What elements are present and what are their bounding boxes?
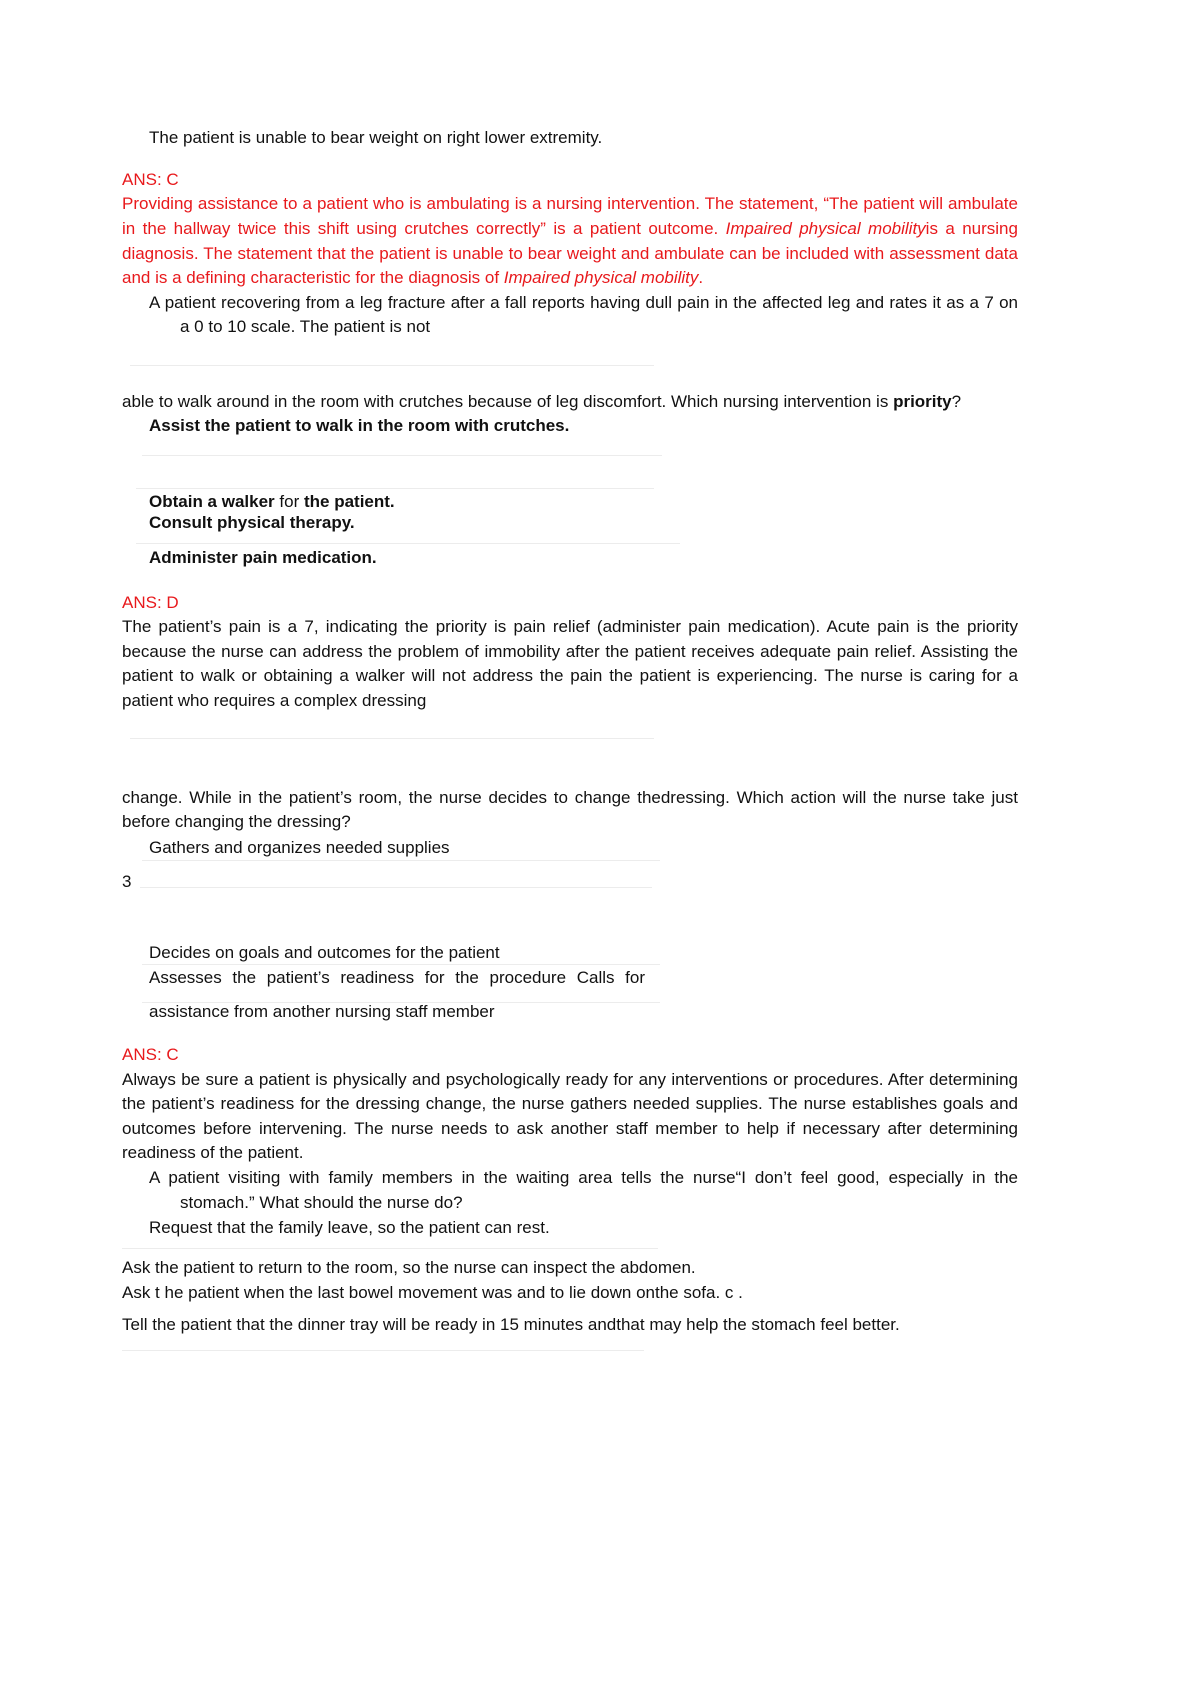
- option-d: assistance from another nursing staff member: [149, 1002, 495, 1021]
- divider: [122, 1350, 644, 1351]
- option-b: Decides on goals and outcomes for the patient: [149, 943, 500, 962]
- divider: [142, 860, 660, 861]
- rationale-line: The patient’s pain is a 7, indicating the priority is pain relief (administer pain medication). Acute pain is the priority: [122, 617, 1018, 636]
- answer-key: ANS: C: [122, 170, 179, 189]
- option-a: Assist the patient to walk in the room with crutches.: [149, 416, 570, 435]
- rationale-line: diagnosis. The statement that the patient is unable to bear weight and ambulate can be included with assessment data: [122, 244, 1018, 263]
- divider: [142, 964, 660, 965]
- rationale-line: outcomes before intervening. The nurse needs to ask another staff member to help if necessary after determining: [122, 1119, 1018, 1138]
- rationale-line: patient to walk or obtaining a walker will not address the pain the patient is experiencing. The nurse is caring for a: [122, 666, 1018, 685]
- option-c: Ask t he patient when the last bowel movement was and to lie down onthe sofa. c .: [122, 1283, 743, 1302]
- question-text: before changing the dressing?: [122, 812, 351, 831]
- question-text: a 0 to 10 scale. The patient is not: [180, 317, 431, 336]
- option-c: Consult physical therapy.: [149, 513, 355, 532]
- divider: [136, 543, 680, 544]
- divider: [136, 488, 654, 489]
- rationale-line: and is a defining characteristic for the diagnosis of Impaired physical mobility.: [122, 268, 704, 287]
- rationale-line: readiness of the patient.: [122, 1143, 304, 1162]
- option-a: Request that the family leave, so the patient can rest.: [149, 1218, 550, 1237]
- divider: [130, 365, 654, 366]
- answer-key: ANS: C: [122, 1045, 179, 1064]
- option-c: Assesses the patient’s readiness for the procedure Calls for: [149, 968, 645, 987]
- divider: [140, 887, 652, 888]
- option-b: Ask the patient to return to the room, so the nurse can inspect the abdomen.: [122, 1258, 696, 1277]
- answer-key: ANS: D: [122, 593, 179, 612]
- option-b: Obtain a walker for the patient.: [149, 492, 395, 511]
- rationale-line: patient who requires a complex dressing: [122, 691, 427, 710]
- rationale-line: in the hallway twice this shift using crutches correctly” is a patient outcome. Impaired physical mobilityis a nursing: [122, 219, 1018, 238]
- option-text: The patient is unable to bear weight on right lower extremity.: [149, 128, 603, 147]
- option-d: Administer pain medication.: [149, 548, 377, 567]
- rationale-line: the patient’s readiness for the dressing change, the nurse gathers needed supplies. The nurse establishes goals and: [122, 1094, 1018, 1113]
- rationale-line: because the nurse can address the problem of immobility after the patient receives adequate pain relief. Assisting the: [122, 642, 1018, 661]
- divider: [122, 1248, 658, 1249]
- option-a: Gathers and organizes needed supplies: [149, 838, 450, 857]
- question-text: stomach.” What should the nurse do?: [180, 1193, 463, 1212]
- question-text: able to walk around in the room with crutches because of leg discomfort. Which nursing intervention is priority?: [122, 392, 962, 411]
- question-text: A patient recovering from a leg fracture after a fall reports having dull pain in the affected leg and rates it as a 7 on: [149, 293, 1018, 312]
- divider: [142, 455, 662, 456]
- option-d: Tell the patient that the dinner tray will be ready in 15 minutes andthat may help the stomach feel better.: [122, 1315, 900, 1334]
- rationale-line: Always be sure a patient is physically and psychologically ready for any interventions or procedures. After determining: [122, 1070, 1018, 1089]
- question-text: A patient visiting with family members in the waiting area tells the nurse“I don’t feel good, especially in the: [149, 1168, 1018, 1187]
- question-text: change. While in the patient’s room, the nurse decides to change thedressing. Which action will the nurse take just: [122, 788, 1018, 807]
- rationale-line: Providing assistance to a patient who is ambulating is a nursing intervention. The statement, “The patient will ambulate: [122, 194, 1018, 213]
- divider: [130, 738, 654, 739]
- page-number: 3: [122, 872, 132, 891]
